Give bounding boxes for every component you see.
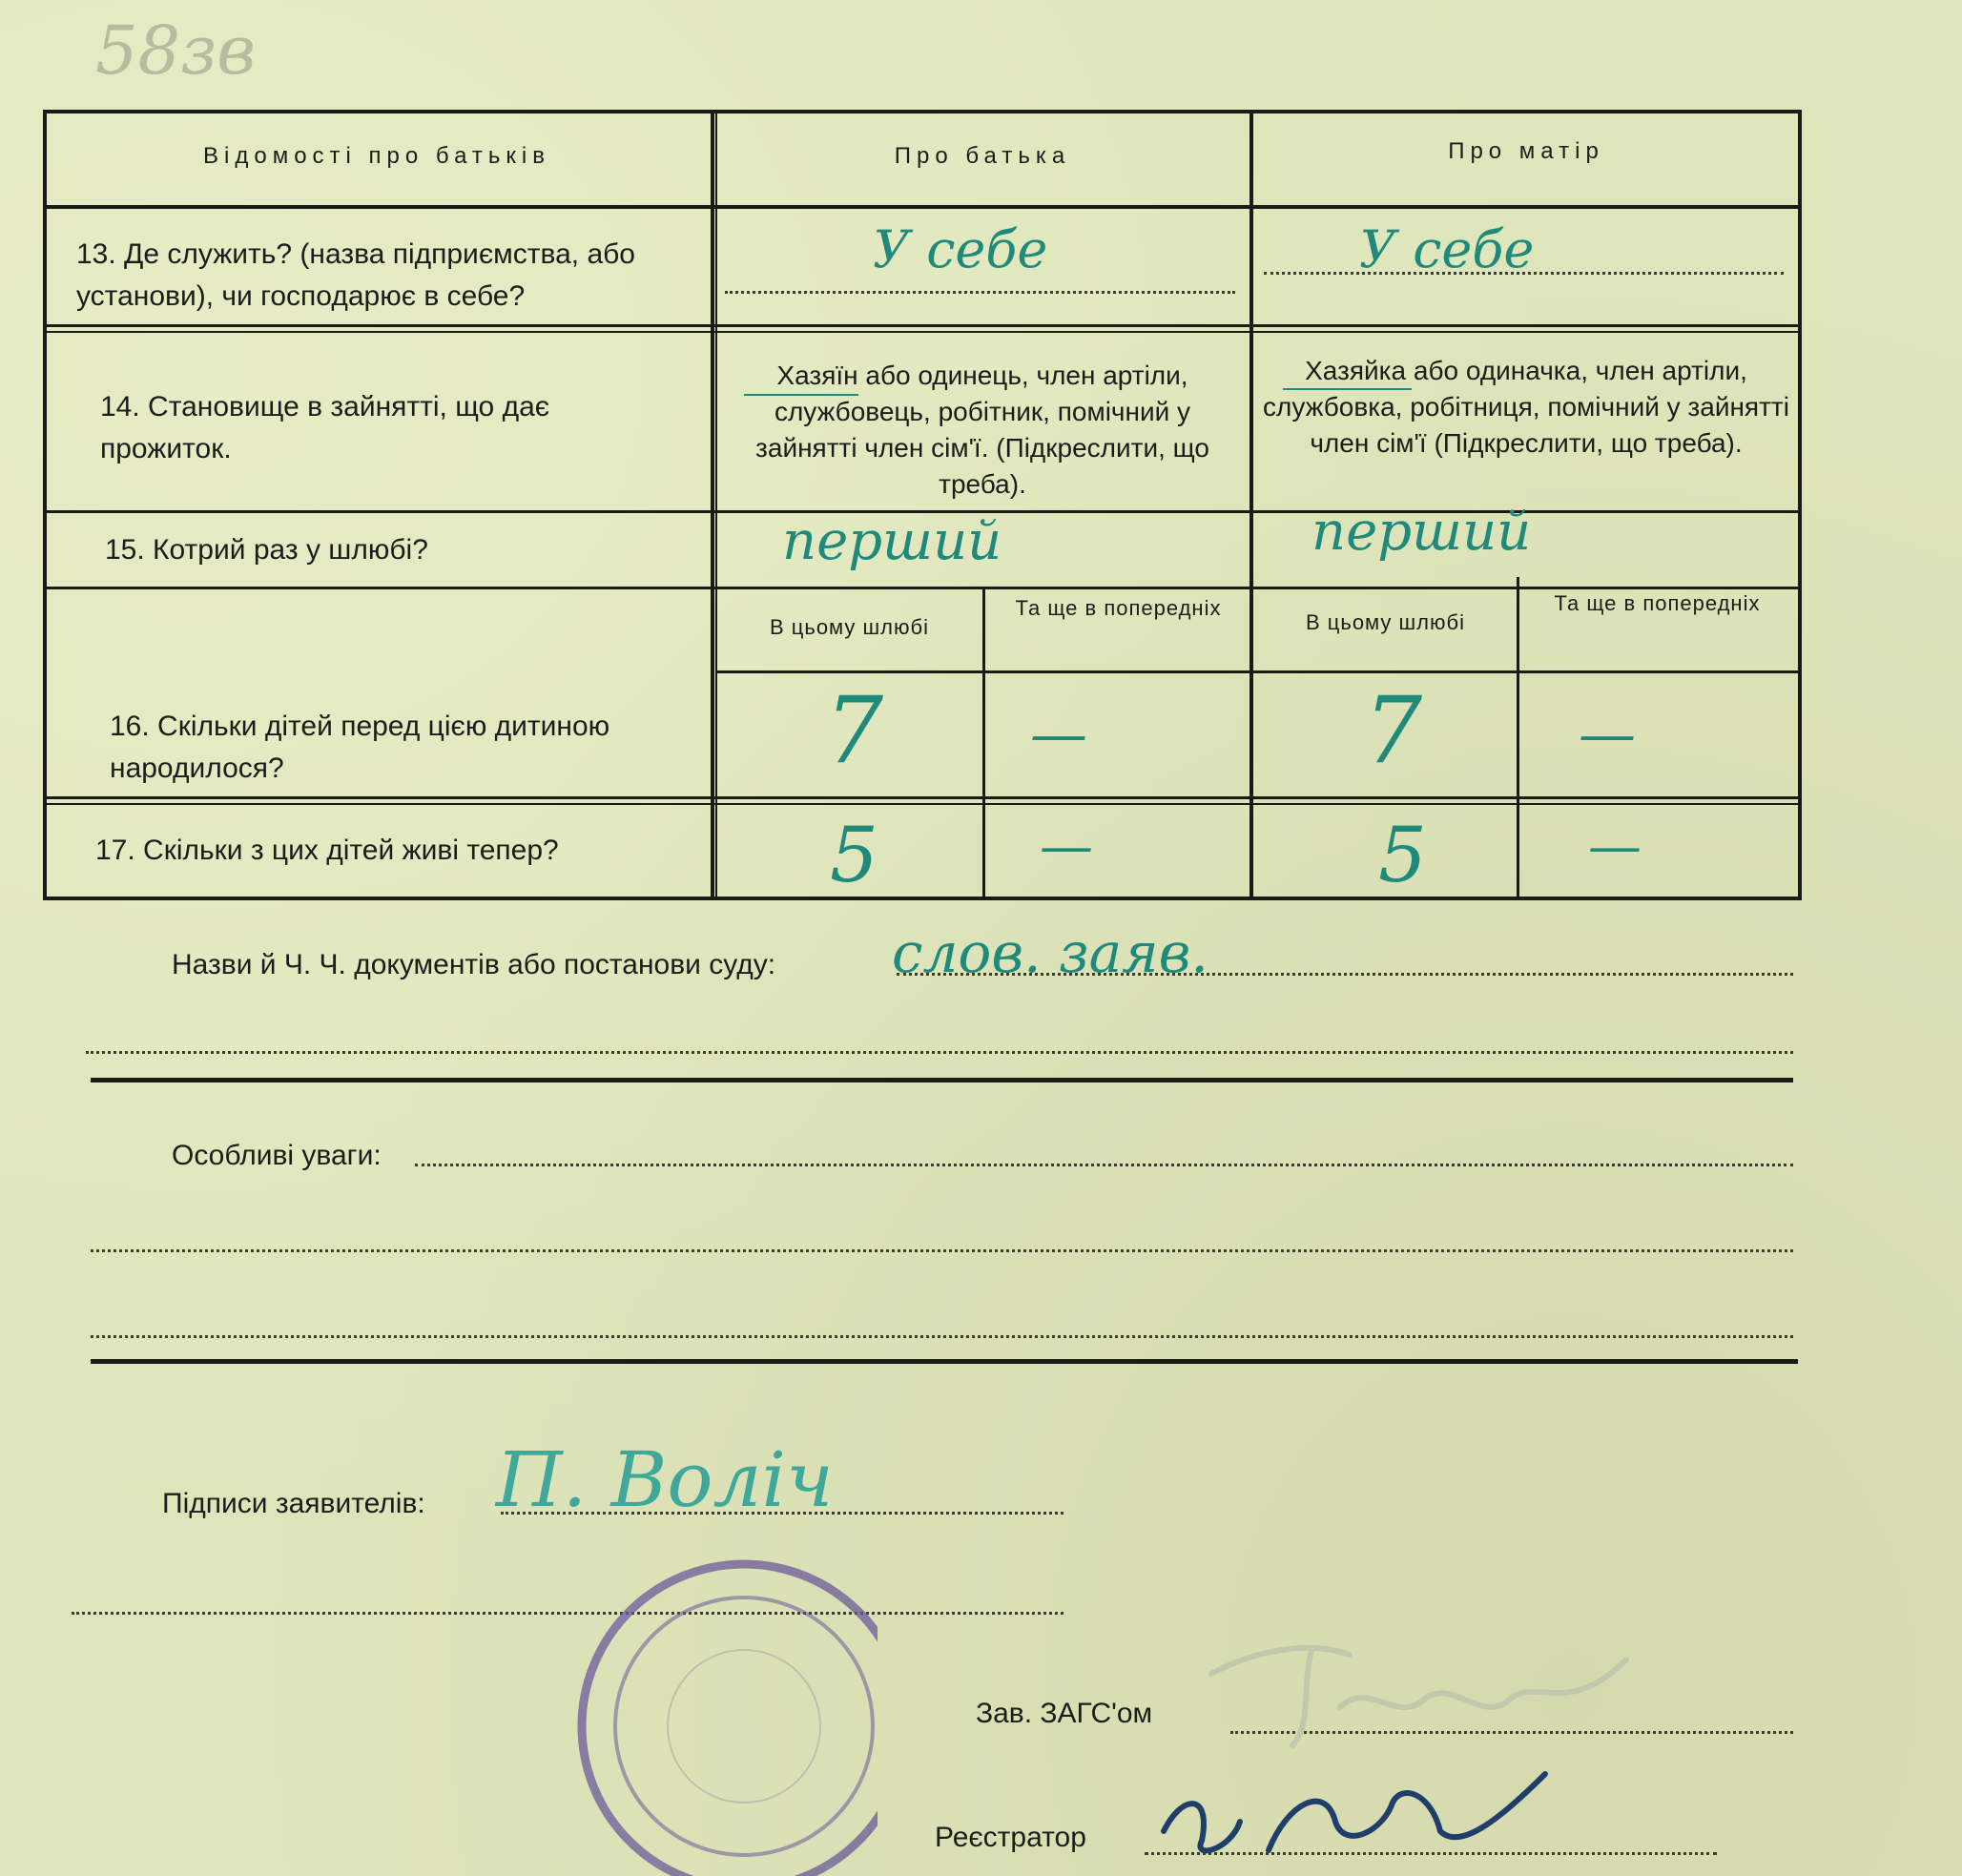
notes-line (415, 1164, 1793, 1166)
mother-children-this-value: 7 (1364, 677, 1423, 784)
column-divider (1249, 110, 1253, 897)
question-16: 16. Скільки дітей перед цією дитиною народилося? (110, 711, 610, 784)
father-children-prev-value: — (1030, 701, 1087, 768)
question-17: 17. Скільки з цих дітей живі тепер? (95, 835, 559, 866)
applicants-signature-label: Підписи заявителів: (162, 1488, 425, 1519)
father-13-line (725, 291, 1235, 294)
applicants-signature-value: П. Воліч (496, 1435, 834, 1524)
registry-head-label: Зав. ЗАГС'ом (976, 1698, 1153, 1729)
notes-line-3 (91, 1335, 1793, 1338)
mother-option-underline (1283, 388, 1412, 390)
mother-living-prev-value: — (1588, 815, 1642, 877)
parents-info-table (43, 110, 1798, 897)
row-divider (43, 331, 1798, 333)
registrar-label: Реєстратор (935, 1822, 1086, 1853)
registrar-signature (1145, 1745, 1555, 1869)
official-stamp (572, 1545, 878, 1876)
section-rule (91, 1078, 1793, 1082)
row-divider (715, 670, 1798, 673)
mother-workplace-value: У себе (1359, 219, 1535, 279)
page-number-mark: 58зв (95, 11, 256, 90)
mother-children-prev-value: — (1579, 701, 1636, 768)
question-13: 13. Де служить? (назва підприємства, або установи), чи господарює в себе? (76, 238, 635, 312)
father-marriage-number-value: перший (782, 510, 1002, 572)
section-rule (91, 1359, 1798, 1364)
subheader-father-this-marriage: В цьому шлюбі (769, 615, 930, 639)
notes-label: Особливі уваги: (172, 1140, 382, 1171)
row-divider (43, 796, 1798, 799)
header-mother: Про матір (1448, 138, 1604, 164)
row-divider (43, 324, 1798, 327)
column-divider (982, 587, 985, 897)
notes-line-2 (91, 1249, 1793, 1252)
registry-head-signature (1197, 1621, 1636, 1755)
father-workplace-value: У себе (873, 219, 1048, 279)
row-divider (43, 587, 1798, 589)
subheader-mother-previous: Та ще в попередніх (1554, 591, 1761, 615)
mother-living-this-value: 5 (1378, 811, 1427, 899)
header-parents-info: Відомості про батьків (203, 143, 550, 169)
subheader-father-previous: Та ще в попередніх (1015, 596, 1222, 620)
row-divider (43, 803, 1798, 805)
applicants-signature-line-2 (72, 1612, 1064, 1615)
father-children-this-value: 7 (825, 677, 884, 784)
column-divider (715, 110, 717, 897)
question-15: 15. Котрий раз у шлюбі? (105, 534, 428, 566)
column-divider (1517, 577, 1519, 897)
mother-occupation-options: Хазяйка або одиначка, член артіли, службовка, робітниця, помічний у зайнятті член сім'ї (Підкреслити, що треба). (1263, 356, 1789, 458)
row-divider (43, 205, 1798, 209)
subheader-mother-this-marriage: В цьому шлюбі (1305, 610, 1466, 634)
column-divider (711, 110, 714, 897)
header-father: Про батька (894, 143, 1071, 169)
father-option-underline (744, 394, 858, 396)
documents-label: Назви й Ч. Ч. документів або постанови суду: (172, 949, 776, 980)
father-living-prev-value: — (1040, 815, 1093, 877)
documents-line-2 (86, 1051, 1793, 1054)
father-living-this-value: 5 (830, 811, 878, 899)
father-occupation-options: Хазяїн або одинець, член артіли, службовець, робітник, помічний у зайнятті член сім'ї. (Підкреслити, що треба). (755, 361, 1209, 499)
mother-marriage-number-value: перший (1311, 501, 1532, 563)
documents-value: слов. заяв. (892, 920, 1208, 985)
question-14: 14. Становище в зайнятті, що дає прожиток. (100, 391, 550, 464)
